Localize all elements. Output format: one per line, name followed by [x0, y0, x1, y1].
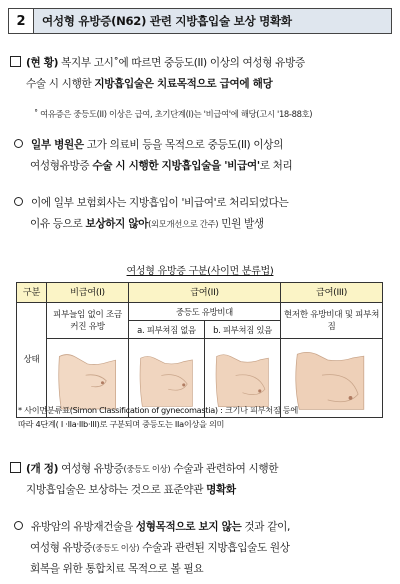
section-header [8, 8, 392, 34]
simon-classification-table [16, 282, 383, 418]
bullet3-text1b: 것과 같이, [241, 521, 290, 533]
table-footnote [18, 403, 388, 431]
revision-small: (중등도 이상) [123, 464, 171, 474]
bullet1-text2b: 로 처리 [259, 160, 293, 172]
revision-text1a: 여성형 유방증 [58, 463, 124, 475]
footnote-1: ˚ 여유증은 중등도(II) 이상은 급여, 초기단계(I)는 '비급여'에 해당(고시 '18-88호) [34, 109, 313, 119]
chest-illustration-grade-3 [284, 345, 379, 411]
subcategory-b: b. 피부쳐짐 있음 [205, 321, 281, 339]
table-footnote-line1: * 사이먼분류표(Simon Classification of gynecomastia) : 크기나 피부처짐 등에 [18, 405, 298, 415]
status-paragraph-line1 [10, 54, 305, 73]
nonpay-description: 피부늘임 없이 조금 커진 유방 [47, 303, 129, 339]
checkbox-square-icon [10, 56, 21, 67]
revision-paragraph-line1 [10, 460, 278, 479]
chest-illustration-grade-2a [132, 345, 201, 411]
bullet2-text2a: 이유 등으로 [30, 218, 86, 230]
checkbox-square-icon [10, 462, 21, 473]
bullet3-text1a: 유방암의 유방재건술을 [31, 521, 136, 533]
header-pay-3: 급여(III) [281, 283, 383, 303]
bullet1-line1 [14, 136, 283, 155]
revision-bold: 명확화 [206, 484, 236, 496]
status-text-2b: 지방흡입술은 치료목적으로 급여에 해당 [94, 78, 273, 90]
bullet3-line2 [30, 539, 290, 558]
bullet-circle-icon [14, 521, 23, 530]
status-paragraph-line2 [26, 75, 272, 94]
revision-paragraph-line2 [26, 481, 236, 500]
status-label: (현 황) [26, 57, 59, 69]
bullet2-line2 [30, 215, 264, 234]
header-nonpay: 비급여(I) [47, 283, 129, 303]
revision-text1b: 수술과 관련하여 시행한 [170, 463, 279, 475]
bullet1-bold: 일부 병원은 [31, 139, 84, 151]
bullet3-bold: 성형목적으로 보지 않는 [135, 521, 242, 533]
section-title: 여성형 유방증(N62) 관련 지방흡입술 보상 명확화 [34, 8, 392, 34]
bullet2-text1: 이에 일부 보험회사는 지방흡입이 '비급여'로 처리되었다는 [31, 197, 289, 209]
bullet2-line1 [14, 194, 288, 213]
revision-text2a: 지방흡입술은 보상하는 것으로 표준약관 [26, 484, 207, 496]
bullet2-bold: 보상하지 않아 [85, 218, 149, 230]
bullet-circle-icon [14, 197, 23, 206]
status-text-2a: 수술 시 시행한 [26, 78, 95, 90]
moderate-label: 중등도 유방비대 [129, 303, 281, 321]
bullet3-text2a: 여성형 유방증 [30, 542, 93, 554]
bullet1-text1: 고가 의료비 등을 목적으로 중등도(II) 이상의 [83, 139, 284, 151]
row-label-status: 상태 [17, 303, 47, 418]
bullet3-line1 [14, 518, 290, 537]
header-pay-2: 급여(II) [129, 283, 281, 303]
table-footnote-line2: 따라 4단계( I ·IIa·IIb·III)로 구분되며 중등도는 IIa이상을 의미 [18, 419, 225, 429]
status-text-1: 복지부 고시˚에 따르면 중등도(II) 이상의 여성형 유방증 [58, 57, 305, 69]
table-title: 여성형 유방증 구분(사이먼 분류법) [126, 266, 274, 277]
bullet2-small: (외모개선으로 간주) [148, 219, 219, 229]
bullet2-text2b: 민원 발생 [218, 218, 264, 230]
bullet3-small: (중등도 이상) [92, 543, 140, 553]
bullet1-text2a: 여성형유방증 [30, 160, 93, 172]
bullet-circle-icon [14, 139, 23, 148]
chest-illustration-grade-2b [208, 345, 277, 411]
bullet3-line3: 회복을 위한 통합치료 목적으로 볼 필요 [30, 563, 204, 575]
bullet1-bold2: 수술 시 시행한 지방흡입술을 '비급여' [92, 160, 260, 172]
bullet1-line2 [30, 157, 292, 176]
bullet3-text2b: 수술과 관련된 지방흡입술도 원상 [139, 542, 290, 554]
header-type: 구분 [17, 283, 47, 303]
section-number: 2 [8, 8, 34, 34]
severe-description: 현저한 유방비대 및 피부쳐짐 [281, 303, 383, 339]
chest-illustration-grade-1 [50, 345, 125, 411]
revision-label: (개 정) [26, 463, 59, 475]
subcategory-a: a. 피부쳐짐 없음 [129, 321, 205, 339]
